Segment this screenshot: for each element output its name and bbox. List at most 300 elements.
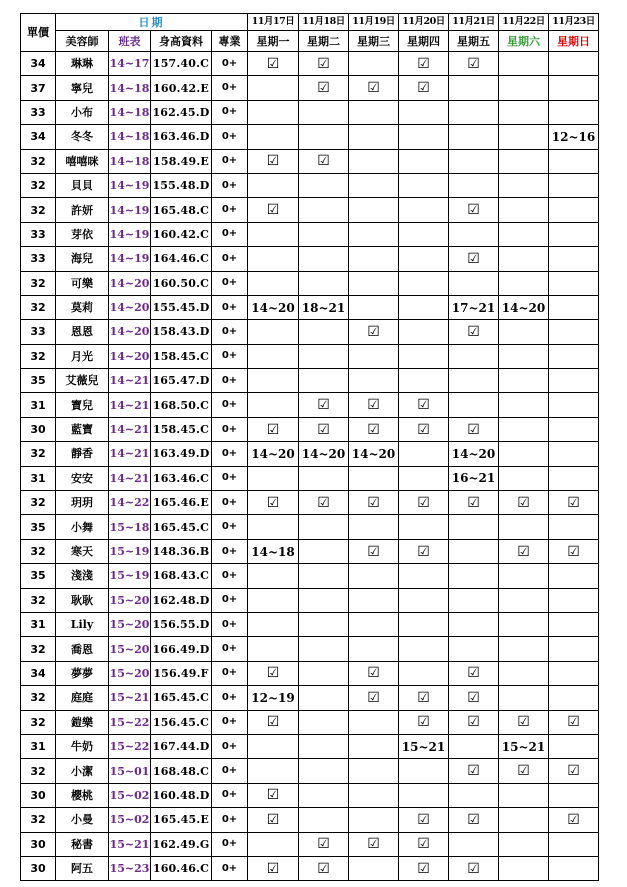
checkbox-checked-icon: ☑ bbox=[349, 491, 399, 515]
day-empty-cell bbox=[549, 856, 599, 880]
specialty-cell: 0+ bbox=[212, 247, 248, 271]
info-cell: 166.49.D bbox=[151, 637, 212, 661]
day-empty-cell bbox=[349, 271, 399, 295]
specialty-cell: 0+ bbox=[212, 515, 248, 539]
day-empty-cell bbox=[299, 173, 349, 197]
shift-cell: 14~18 bbox=[109, 76, 151, 100]
day-empty-cell bbox=[549, 149, 599, 173]
day-empty-cell bbox=[399, 759, 449, 783]
info-cell: 165.45.E bbox=[151, 808, 212, 832]
day-empty-cell bbox=[349, 125, 399, 149]
stylist-header: 美容師 bbox=[56, 31, 109, 52]
specialty-cell: 0+ bbox=[212, 222, 248, 246]
day-time-cell: 14~20 bbox=[248, 442, 299, 466]
day-empty-cell bbox=[499, 173, 549, 197]
checkbox-checked-icon: ☑ bbox=[449, 710, 499, 734]
table-row bbox=[21, 295, 599, 319]
specialty-cell: 0+ bbox=[212, 734, 248, 758]
checkbox-checked-icon: ☑ bbox=[349, 393, 399, 417]
info-cell: 165.48.C bbox=[151, 198, 212, 222]
checkbox-checked-icon: ☑ bbox=[248, 417, 299, 441]
day-empty-cell bbox=[399, 222, 449, 246]
day-empty-cell bbox=[499, 466, 549, 490]
specialty-cell: 0+ bbox=[212, 661, 248, 685]
specialty-cell: 0+ bbox=[212, 539, 248, 563]
day-empty-cell bbox=[349, 588, 399, 612]
stylist-name-cell: 許妍 bbox=[56, 198, 109, 222]
shift-cell: 15~01 bbox=[109, 759, 151, 783]
checkbox-checked-icon: ☑ bbox=[349, 320, 399, 344]
shift-cell: 15~02 bbox=[109, 783, 151, 807]
day-empty-cell bbox=[549, 588, 599, 612]
info-cell: 163.46.C bbox=[151, 466, 212, 490]
table-row bbox=[21, 344, 599, 368]
day-empty-cell bbox=[399, 295, 449, 319]
price-cell: 30 bbox=[21, 417, 56, 441]
day-time-cell: 18~21 bbox=[299, 295, 349, 319]
info-cell: 163.46.D bbox=[151, 125, 212, 149]
info-cell: 162.49.G bbox=[151, 832, 212, 856]
day-empty-cell bbox=[549, 100, 599, 124]
checkbox-checked-icon: ☑ bbox=[299, 149, 349, 173]
info-cell: 160.50.C bbox=[151, 271, 212, 295]
day-empty-cell bbox=[248, 759, 299, 783]
day-empty-cell bbox=[299, 564, 349, 588]
day-empty-cell bbox=[349, 222, 399, 246]
day-empty-cell bbox=[248, 271, 299, 295]
stylist-name-cell: 可樂 bbox=[56, 271, 109, 295]
day-empty-cell bbox=[399, 637, 449, 661]
day-empty-cell bbox=[299, 222, 349, 246]
stylist-name-cell: 耿耿 bbox=[56, 588, 109, 612]
day-empty-cell bbox=[499, 149, 549, 173]
table-row bbox=[21, 539, 599, 563]
day-empty-cell bbox=[399, 320, 449, 344]
table-row bbox=[21, 76, 599, 100]
stylist-name-cell: 靜香 bbox=[56, 442, 109, 466]
day-empty-cell bbox=[549, 393, 599, 417]
schedule-body bbox=[21, 52, 599, 881]
shift-cell: 14~18 bbox=[109, 149, 151, 173]
specialty-cell: 0+ bbox=[212, 320, 248, 344]
day-empty-cell bbox=[499, 417, 549, 441]
checkbox-checked-icon: ☑ bbox=[499, 539, 549, 563]
day-empty-cell bbox=[349, 564, 399, 588]
checkbox-checked-icon: ☑ bbox=[299, 856, 349, 880]
checkbox-checked-icon: ☑ bbox=[449, 808, 499, 832]
day-empty-cell bbox=[399, 612, 449, 636]
stylist-name-cell: 喬恩 bbox=[56, 637, 109, 661]
day-empty-cell bbox=[549, 344, 599, 368]
checkbox-checked-icon: ☑ bbox=[248, 783, 299, 807]
table-row bbox=[21, 271, 599, 295]
day-time-cell: 15~21 bbox=[399, 734, 449, 758]
stylist-name-cell: 庭庭 bbox=[56, 686, 109, 710]
day-empty-cell bbox=[248, 125, 299, 149]
shift-cell: 14~19 bbox=[109, 247, 151, 271]
day-empty-cell bbox=[248, 369, 299, 393]
price-cell: 32 bbox=[21, 271, 56, 295]
date-title: 日期 bbox=[56, 14, 248, 31]
day-empty-cell bbox=[499, 52, 549, 76]
checkbox-checked-icon: ☑ bbox=[399, 539, 449, 563]
day-empty-cell bbox=[299, 808, 349, 832]
day-empty-cell bbox=[248, 515, 299, 539]
table-row bbox=[21, 369, 599, 393]
price-cell: 30 bbox=[21, 856, 56, 880]
day-empty-cell bbox=[349, 808, 399, 832]
day-empty-cell bbox=[399, 247, 449, 271]
shift-cell: 15~19 bbox=[109, 564, 151, 588]
shift-cell: 14~17 bbox=[109, 52, 151, 76]
price-cell: 30 bbox=[21, 832, 56, 856]
date-header-5: 11月21日 bbox=[449, 14, 499, 31]
info-cell: 156.49.F bbox=[151, 661, 212, 685]
shift-cell: 15~20 bbox=[109, 637, 151, 661]
shift-cell: 15~20 bbox=[109, 588, 151, 612]
price-cell: 32 bbox=[21, 759, 56, 783]
shift-cell: 15~18 bbox=[109, 515, 151, 539]
day-empty-cell bbox=[499, 344, 549, 368]
price-cell: 31 bbox=[21, 393, 56, 417]
day-empty-cell bbox=[549, 222, 599, 246]
checkbox-checked-icon: ☑ bbox=[499, 710, 549, 734]
day-empty-cell bbox=[449, 564, 499, 588]
shift-cell: 14~21 bbox=[109, 417, 151, 441]
day-empty-cell bbox=[299, 344, 349, 368]
shift-cell: 14~19 bbox=[109, 222, 151, 246]
day-empty-cell bbox=[499, 832, 549, 856]
day-empty-cell bbox=[549, 295, 599, 319]
day-empty-cell bbox=[248, 564, 299, 588]
day-empty-cell bbox=[549, 564, 599, 588]
checkbox-checked-icon: ☑ bbox=[248, 52, 299, 76]
stylist-name-cell: 阿五 bbox=[56, 856, 109, 880]
day-empty-cell bbox=[399, 466, 449, 490]
specialty-cell: 0+ bbox=[212, 686, 248, 710]
checkbox-checked-icon: ☑ bbox=[248, 491, 299, 515]
day-empty-cell bbox=[248, 637, 299, 661]
day-empty-cell bbox=[399, 515, 449, 539]
day-empty-cell bbox=[299, 612, 349, 636]
checkbox-checked-icon: ☑ bbox=[399, 52, 449, 76]
day-empty-cell bbox=[549, 832, 599, 856]
stylist-name-cell: 寧兒 bbox=[56, 76, 109, 100]
day-empty-cell bbox=[449, 539, 499, 563]
day-empty-cell bbox=[349, 344, 399, 368]
checkbox-checked-icon: ☑ bbox=[349, 417, 399, 441]
checkbox-checked-icon: ☑ bbox=[449, 198, 499, 222]
day-empty-cell bbox=[299, 515, 349, 539]
day-empty-cell bbox=[549, 466, 599, 490]
weekday-header-7: 星期日 bbox=[549, 31, 599, 52]
checkbox-checked-icon: ☑ bbox=[248, 808, 299, 832]
day-empty-cell bbox=[299, 759, 349, 783]
checkbox-checked-icon: ☑ bbox=[248, 198, 299, 222]
specialty-cell: 0+ bbox=[212, 491, 248, 515]
price-cell: 33 bbox=[21, 100, 56, 124]
weekday-header-3: 星期三 bbox=[349, 31, 399, 52]
day-empty-cell bbox=[449, 783, 499, 807]
day-empty-cell bbox=[349, 369, 399, 393]
specialty-cell: 0+ bbox=[212, 369, 248, 393]
table-row bbox=[21, 125, 599, 149]
table-row bbox=[21, 564, 599, 588]
price-cell: 34 bbox=[21, 661, 56, 685]
day-empty-cell bbox=[449, 369, 499, 393]
day-empty-cell bbox=[399, 125, 449, 149]
shift-cell: 14~21 bbox=[109, 442, 151, 466]
day-empty-cell bbox=[349, 173, 399, 197]
price-cell: 31 bbox=[21, 466, 56, 490]
price-cell: 31 bbox=[21, 734, 56, 758]
checkbox-checked-icon: ☑ bbox=[349, 832, 399, 856]
checkbox-checked-icon: ☑ bbox=[449, 320, 499, 344]
price-cell: 32 bbox=[21, 491, 56, 515]
day-empty-cell bbox=[299, 198, 349, 222]
price-cell: 37 bbox=[21, 76, 56, 100]
stylist-name-cell: 艾薇兒 bbox=[56, 369, 109, 393]
day-empty-cell bbox=[549, 52, 599, 76]
specialty-cell: 0+ bbox=[212, 271, 248, 295]
day-empty-cell bbox=[299, 539, 349, 563]
day-empty-cell bbox=[549, 369, 599, 393]
checkbox-checked-icon: ☑ bbox=[549, 710, 599, 734]
price-cell: 32 bbox=[21, 173, 56, 197]
day-empty-cell bbox=[349, 295, 399, 319]
day-empty-cell bbox=[349, 466, 399, 490]
day-empty-cell bbox=[499, 637, 549, 661]
price-cell: 33 bbox=[21, 247, 56, 271]
checkbox-checked-icon: ☑ bbox=[449, 686, 499, 710]
specialty-cell: 0+ bbox=[212, 393, 248, 417]
day-empty-cell bbox=[499, 686, 549, 710]
table-row bbox=[21, 759, 599, 783]
day-empty-cell bbox=[549, 637, 599, 661]
specialty-cell: 0+ bbox=[212, 442, 248, 466]
day-empty-cell bbox=[499, 442, 549, 466]
checkbox-checked-icon: ☑ bbox=[549, 759, 599, 783]
date-header-6: 11月22日 bbox=[499, 14, 549, 31]
checkbox-checked-icon: ☑ bbox=[449, 759, 499, 783]
table-row bbox=[21, 588, 599, 612]
day-empty-cell bbox=[549, 612, 599, 636]
table-row bbox=[21, 808, 599, 832]
price-cell: 34 bbox=[21, 125, 56, 149]
day-empty-cell bbox=[549, 661, 599, 685]
checkbox-checked-icon: ☑ bbox=[399, 710, 449, 734]
table-row bbox=[21, 442, 599, 466]
info-cell: 168.43.C bbox=[151, 564, 212, 588]
day-empty-cell bbox=[299, 686, 349, 710]
day-empty-cell bbox=[499, 247, 549, 271]
checkbox-checked-icon: ☑ bbox=[399, 491, 449, 515]
table-row bbox=[21, 247, 599, 271]
stylist-name-cell: 玥玥 bbox=[56, 491, 109, 515]
stylist-name-cell: 鎧樂 bbox=[56, 710, 109, 734]
checkbox-checked-icon: ☑ bbox=[349, 686, 399, 710]
day-empty-cell bbox=[248, 344, 299, 368]
specialty-cell: 0+ bbox=[212, 783, 248, 807]
checkbox-checked-icon: ☑ bbox=[399, 808, 449, 832]
checkbox-checked-icon: ☑ bbox=[449, 247, 499, 271]
specialty-cell: 0+ bbox=[212, 173, 248, 197]
specialty-cell: 0+ bbox=[212, 637, 248, 661]
day-empty-cell bbox=[349, 734, 399, 758]
table-row bbox=[21, 320, 599, 344]
checkbox-checked-icon: ☑ bbox=[299, 417, 349, 441]
specialty-cell: 0+ bbox=[212, 344, 248, 368]
info-cell: 160.48.D bbox=[151, 783, 212, 807]
day-empty-cell bbox=[349, 198, 399, 222]
shift-cell: 14~20 bbox=[109, 295, 151, 319]
day-empty-cell bbox=[399, 442, 449, 466]
info-cell: 156.55.D bbox=[151, 612, 212, 636]
day-empty-cell bbox=[499, 369, 549, 393]
day-empty-cell bbox=[499, 125, 549, 149]
day-empty-cell bbox=[499, 661, 549, 685]
price-cell: 32 bbox=[21, 442, 56, 466]
shift-cell: 15~23 bbox=[109, 856, 151, 880]
checkbox-checked-icon: ☑ bbox=[449, 52, 499, 76]
info-cell: 148.36.B bbox=[151, 539, 212, 563]
day-empty-cell bbox=[449, 637, 499, 661]
day-empty-cell bbox=[299, 271, 349, 295]
checkbox-checked-icon: ☑ bbox=[299, 52, 349, 76]
day-empty-cell bbox=[499, 393, 549, 417]
specialty-cell: 0+ bbox=[212, 52, 248, 76]
header-row-dates bbox=[21, 14, 599, 31]
day-empty-cell bbox=[499, 564, 549, 588]
day-empty-cell bbox=[349, 783, 399, 807]
day-empty-cell bbox=[299, 710, 349, 734]
schedule-sheet bbox=[20, 13, 599, 881]
stylist-name-cell: 寶兒 bbox=[56, 393, 109, 417]
shift-cell: 14~21 bbox=[109, 393, 151, 417]
day-time-cell: 14~20 bbox=[349, 442, 399, 466]
day-empty-cell bbox=[549, 417, 599, 441]
checkbox-checked-icon: ☑ bbox=[349, 539, 399, 563]
table-row bbox=[21, 515, 599, 539]
shift-cell: 14~18 bbox=[109, 100, 151, 124]
day-empty-cell bbox=[248, 247, 299, 271]
header-row-weekdays bbox=[21, 31, 599, 52]
shift-cell: 15~20 bbox=[109, 661, 151, 685]
info-header: 身高資料 bbox=[151, 31, 212, 52]
table-row bbox=[21, 173, 599, 197]
stylist-name-cell: 櫻桃 bbox=[56, 783, 109, 807]
checkbox-checked-icon: ☑ bbox=[549, 539, 599, 563]
price-cell: 32 bbox=[21, 344, 56, 368]
stylist-name-cell: 安安 bbox=[56, 466, 109, 490]
table-row bbox=[21, 686, 599, 710]
day-empty-cell bbox=[549, 515, 599, 539]
price-cell: 33 bbox=[21, 222, 56, 246]
day-empty-cell bbox=[299, 100, 349, 124]
specialty-cell: 0+ bbox=[212, 125, 248, 149]
day-empty-cell bbox=[499, 856, 549, 880]
day-empty-cell bbox=[399, 173, 449, 197]
checkbox-checked-icon: ☑ bbox=[299, 76, 349, 100]
day-empty-cell bbox=[399, 564, 449, 588]
stylist-name-cell: 冬冬 bbox=[56, 125, 109, 149]
price-header: 單價 bbox=[21, 14, 56, 52]
date-header-3: 11月19日 bbox=[349, 14, 399, 31]
day-empty-cell bbox=[449, 271, 499, 295]
day-empty-cell bbox=[549, 76, 599, 100]
info-cell: 156.45.C bbox=[151, 710, 212, 734]
table-row bbox=[21, 149, 599, 173]
day-empty-cell bbox=[399, 271, 449, 295]
price-cell: 31 bbox=[21, 612, 56, 636]
day-time-cell: 14~18 bbox=[248, 539, 299, 563]
specialty-cell: 0+ bbox=[212, 100, 248, 124]
day-empty-cell bbox=[449, 734, 499, 758]
stylist-name-cell: 莫莉 bbox=[56, 295, 109, 319]
specialty-cell: 0+ bbox=[212, 808, 248, 832]
date-header-4: 11月20日 bbox=[399, 14, 449, 31]
day-empty-cell bbox=[499, 76, 549, 100]
shift-header: 班表 bbox=[109, 31, 151, 52]
shift-cell: 14~19 bbox=[109, 173, 151, 197]
info-cell: 162.45.D bbox=[151, 100, 212, 124]
day-empty-cell bbox=[399, 198, 449, 222]
day-empty-cell bbox=[549, 783, 599, 807]
price-cell: 32 bbox=[21, 295, 56, 319]
shift-cell: 14~19 bbox=[109, 198, 151, 222]
weekday-header-4: 星期四 bbox=[399, 31, 449, 52]
checkbox-checked-icon: ☑ bbox=[449, 491, 499, 515]
shift-cell: 15~20 bbox=[109, 612, 151, 636]
info-cell: 157.40.C bbox=[151, 52, 212, 76]
price-cell: 32 bbox=[21, 686, 56, 710]
checkbox-checked-icon: ☑ bbox=[399, 417, 449, 441]
weekday-header-2: 星期二 bbox=[299, 31, 349, 52]
specialty-cell: 0+ bbox=[212, 295, 248, 319]
price-cell: 35 bbox=[21, 369, 56, 393]
stylist-name-cell: 海兒 bbox=[56, 247, 109, 271]
day-empty-cell bbox=[449, 588, 499, 612]
day-empty-cell bbox=[349, 149, 399, 173]
info-cell: 165.45.C bbox=[151, 515, 212, 539]
day-empty-cell bbox=[549, 271, 599, 295]
stylist-name-cell: 嘻嘻咪 bbox=[56, 149, 109, 173]
day-empty-cell bbox=[499, 100, 549, 124]
table-row bbox=[21, 52, 599, 76]
checkbox-checked-icon: ☑ bbox=[399, 832, 449, 856]
day-empty-cell bbox=[499, 783, 549, 807]
shift-cell: 15~21 bbox=[109, 686, 151, 710]
day-empty-cell bbox=[399, 588, 449, 612]
checkbox-checked-icon: ☑ bbox=[449, 856, 499, 880]
day-empty-cell bbox=[248, 612, 299, 636]
specialty-cell: 0+ bbox=[212, 759, 248, 783]
info-cell: 163.49.D bbox=[151, 442, 212, 466]
shift-cell: 14~22 bbox=[109, 491, 151, 515]
info-cell: 158.45.C bbox=[151, 417, 212, 441]
shift-cell: 14~20 bbox=[109, 320, 151, 344]
day-empty-cell bbox=[499, 222, 549, 246]
day-empty-cell bbox=[349, 52, 399, 76]
specialty-cell: 0+ bbox=[212, 149, 248, 173]
checkbox-checked-icon: ☑ bbox=[248, 710, 299, 734]
table-row bbox=[21, 832, 599, 856]
day-time-cell: 15~21 bbox=[499, 734, 549, 758]
shift-cell: 15~02 bbox=[109, 808, 151, 832]
price-cell: 32 bbox=[21, 588, 56, 612]
specialty-cell: 0+ bbox=[212, 612, 248, 636]
stylist-name-cell: 寒天 bbox=[56, 539, 109, 563]
